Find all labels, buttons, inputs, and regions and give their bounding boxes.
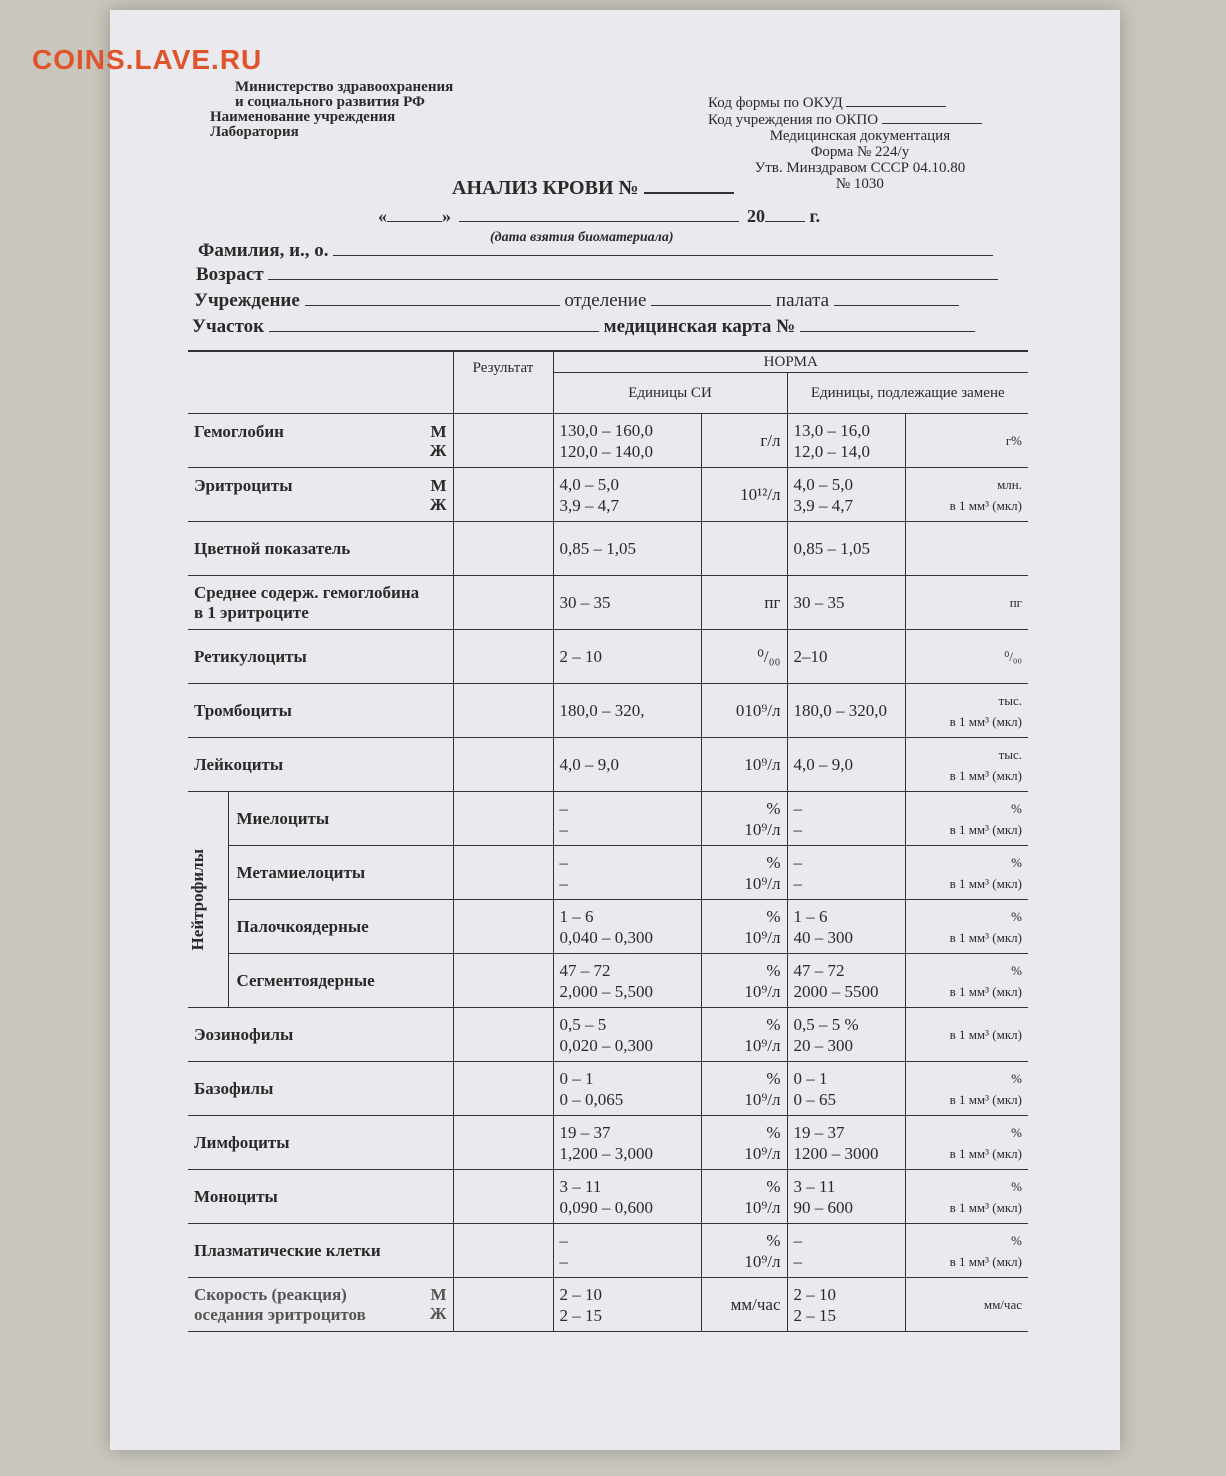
old-unit: % в 1 мм³ (мкл) [905,1224,1028,1278]
old-unit: % в 1 мм³ (мкл) [905,900,1028,954]
si-unit: % 10⁹/л [701,954,787,1008]
blood-test-form [110,10,1120,1450]
old-value: 13,0 – 16,0 12,0 – 14,0 [787,414,905,468]
old-unit: % в 1 мм³ (мкл) [905,1170,1028,1224]
analyte-name: Тромбоциты [188,684,453,738]
si-value: 2 – 10 [553,630,701,684]
neutrophils-label-text: Нейтрофилы [188,848,207,951]
results-table [188,350,1028,1332]
watermark: COINS.LAVE.RU [32,44,263,75]
result-cell[interactable] [453,414,553,468]
sex-marker: М Ж [429,421,447,460]
analyte-name: Плазматические клетки [188,1224,453,1278]
old-units-header: Единицы, подлежащие замене [787,373,1028,414]
neutrophils-group-label [188,792,228,1008]
analyte-name: Лейкоциты [188,738,453,792]
analyte-name: М Ж Эритроциты [188,468,453,522]
old-unit: тыс. в 1 мм³ (мкл) [905,684,1028,738]
table-row [188,1170,1028,1224]
table-row [188,630,1028,684]
analyte-name: Цветной показатель [188,522,453,576]
fio-line [333,240,993,256]
old-unit: % в 1 мм³ (мкл) [905,1116,1028,1170]
old-unit: % в 1 мм³ (мкл) [905,954,1028,1008]
header-blank [188,351,453,414]
table-row [188,684,1028,738]
si-value: 2 – 10 2 – 15 [553,1278,701,1332]
si-value: 30 – 35 [553,576,701,630]
si-unit: % 10⁹/л [701,1116,787,1170]
si-unit: мм/час [701,1278,787,1332]
si-value: 4,0 – 5,0 3,9 – 4,7 [553,468,701,522]
quote-close: » [442,206,451,226]
old-value: 180,0 – 320,0 [787,684,905,738]
si-unit: % 10⁹/л [701,900,787,954]
old-value: 19 – 37 1200 – 3000 [787,1116,905,1170]
old-value: 47 – 72 2000 – 5500 [787,954,905,1008]
result-cell[interactable] [453,630,553,684]
old-unit: в 1 мм³ (мкл) [905,1008,1028,1062]
si-value: 1 – 6 0,040 – 0,300 [553,900,701,954]
fio-field [198,240,993,262]
year-prefix: 20 [747,206,765,226]
result-cell[interactable] [453,1278,553,1332]
old-value: 0,85 – 1,05 [787,522,905,576]
result-cell[interactable] [453,1116,553,1170]
old-unit: млн. в 1 мм³ (мкл) [905,468,1028,522]
old-value: 0 – 1 0 – 65 [787,1062,905,1116]
main-rows [188,414,1028,1332]
si-unit [701,522,787,576]
norm-header: НОРМА [553,351,1028,373]
si-value: 0,5 – 5 0,020 – 0,300 [553,1008,701,1062]
old-value: 4,0 – 5,0 3,9 – 4,7 [787,468,905,522]
district-line [269,316,599,332]
day-line [387,207,442,222]
table-row [188,1224,1028,1278]
si-unit: пг [701,576,787,630]
si-value: 130,0 – 160,0 120,0 – 140,0 [553,414,701,468]
department-label: отделение [564,290,647,311]
old-value: 1 – 6 40 – 300 [787,900,905,954]
table-row [188,738,1028,792]
old-unit [905,522,1028,576]
result-cell[interactable] [453,792,553,846]
sex-marker: М Ж [429,475,447,514]
old-unit: % в 1 мм³ (мкл) [905,1062,1028,1116]
analyte-name: Среднее содерж. гемоглобина в 1 эритроците [188,576,453,630]
institution-label: Учреждение [194,290,300,311]
old-unit: г% [905,414,1028,468]
si-value: 0 – 1 0 – 0,065 [553,1062,701,1116]
result-cell[interactable] [453,1062,553,1116]
si-unit: % 10⁹/л [701,846,787,900]
si-header: Единицы СИ [553,373,787,414]
old-value: 30 – 35 [787,576,905,630]
date-note: (дата взятия биоматериала) [490,230,674,245]
old-value: 3 – 11 90 – 600 [787,1170,905,1224]
result-cell[interactable] [453,468,553,522]
analyte-name: Миелоциты [228,792,453,846]
analyte-name: Эозинофилы [188,1008,453,1062]
ministry-line-1: Министерство здравоохранения [235,79,454,95]
institution-field [194,290,959,312]
si-value: 4,0 – 9,0 [553,738,701,792]
analyte-name: Сегментоядерные [228,954,453,1008]
header-right [708,94,982,192]
department-line [651,290,771,306]
old-unit: пг [905,576,1028,630]
sex-marker: М Ж [429,1284,447,1323]
year-line [765,207,805,222]
header-left [210,80,453,140]
old-unit: мм/час [905,1278,1028,1332]
analyte-name: Лимфоциты [188,1116,453,1170]
result-cell[interactable] [453,1170,553,1224]
card-line [800,316,975,332]
table-header-row-1 [188,351,1028,373]
approval-note: Утв. Минздравом СССР 04.10.80 [754,160,966,176]
si-value: – – [553,846,701,900]
analyte-name: Палочкоядерные [228,900,453,954]
okud-label: Код формы по ОКУД [708,95,843,111]
si-value: 3 – 11 0,090 – 0,600 [553,1170,701,1224]
old-value: 0,5 – 5 % 20 – 300 [787,1008,905,1062]
ward-label: палата [775,290,830,311]
table-row [188,1278,1028,1332]
table-row [188,1008,1028,1062]
med-doc-label: Медицинская документация [769,128,951,144]
si-value: 19 – 37 1,200 – 3,000 [553,1116,701,1170]
district-label: Участок [192,316,265,337]
institution-line [305,290,560,306]
table-row [188,576,1028,630]
result-cell[interactable] [453,846,553,900]
analyte-name: Метамиелоциты [228,846,453,900]
result-cell[interactable] [453,684,553,738]
table-row [188,1062,1028,1116]
laboratory-label: Лаборатория [210,124,299,140]
old-unit: % в 1 мм³ (мкл) [905,846,1028,900]
month-line [459,207,739,222]
si-unit: ⁰/₀₀ [701,630,787,684]
table-row [188,414,1028,468]
quote-open: « [378,206,387,226]
old-value: – – [787,792,905,846]
si-unit: 10¹²/л [701,468,787,522]
si-unit: % 10⁹/л [701,1062,787,1116]
ministry-line-2: и социального развития РФ [235,94,425,110]
institution-name-label: Наименование учреждения [210,109,396,125]
analyte-name: Ретикулоциты [188,630,453,684]
si-unit: 010⁹/л [701,684,787,738]
result-cell[interactable] [453,1008,553,1062]
date-line [378,206,820,227]
si-value: 180,0 – 320, [553,684,701,738]
card-label: медицинская карта № [603,316,796,337]
old-unit: тыс. в 1 мм³ (мкл) [905,738,1028,792]
form-title [452,176,734,200]
si-unit: 10⁹/л [701,738,787,792]
table-row [188,954,1028,1008]
okpo-label: Код учреждения по ОКПО [708,112,879,128]
old-value: – – [787,846,905,900]
result-cell[interactable] [453,522,553,576]
title-text: АНАЛИЗ КРОВИ № [452,177,639,199]
year-suffix: г. [809,206,821,226]
old-unit: ⁰/₀₀ [905,630,1028,684]
title-number-line [644,176,734,194]
analyte-name: Моноциты [188,1170,453,1224]
si-value: – – [553,1224,701,1278]
result-cell[interactable] [453,576,553,630]
table-row [188,468,1028,522]
old-value: – – [787,1224,905,1278]
si-unit: % 10⁹/л [701,1170,787,1224]
table-row [188,846,1028,900]
table-row [188,522,1028,576]
result-header: Результат [453,351,553,414]
si-unit: % 10⁹/л [701,1008,787,1062]
old-value: 2 – 10 2 – 15 [787,1278,905,1332]
table-row [188,1116,1028,1170]
age-field [196,264,998,286]
okud-line [846,94,946,107]
analyte-name: М Ж Скорость (реакция) оседания эритроцитов [188,1278,453,1332]
age-line [268,264,998,280]
age-label: Возраст [196,264,264,285]
result-cell[interactable] [453,900,553,954]
table-row [188,792,1028,846]
old-unit: % в 1 мм³ (мкл) [905,792,1028,846]
form-number: Форма № 224/у [810,144,910,160]
result-cell[interactable] [453,954,553,1008]
result-cell[interactable] [453,1224,553,1278]
okpo-line [882,111,982,124]
old-value: 4,0 – 9,0 [787,738,905,792]
si-unit: % 10⁹/л [701,792,787,846]
ward-line [834,290,959,306]
si-unit: г/л [701,414,787,468]
table-row [188,900,1028,954]
district-field [192,316,975,338]
analyte-name: М Ж Гемоглобин [188,414,453,468]
si-value: 47 – 72 2,000 – 5,500 [553,954,701,1008]
si-value: – – [553,792,701,846]
si-value: 0,85 – 1,05 [553,522,701,576]
si-unit: % 10⁹/л [701,1224,787,1278]
old-value: 2–10 [787,630,905,684]
result-cell[interactable] [453,738,553,792]
analyte-name: Базофилы [188,1062,453,1116]
order-number: № 1030 [835,176,884,192]
fio-label: Фамилия, и., о. [198,240,329,261]
